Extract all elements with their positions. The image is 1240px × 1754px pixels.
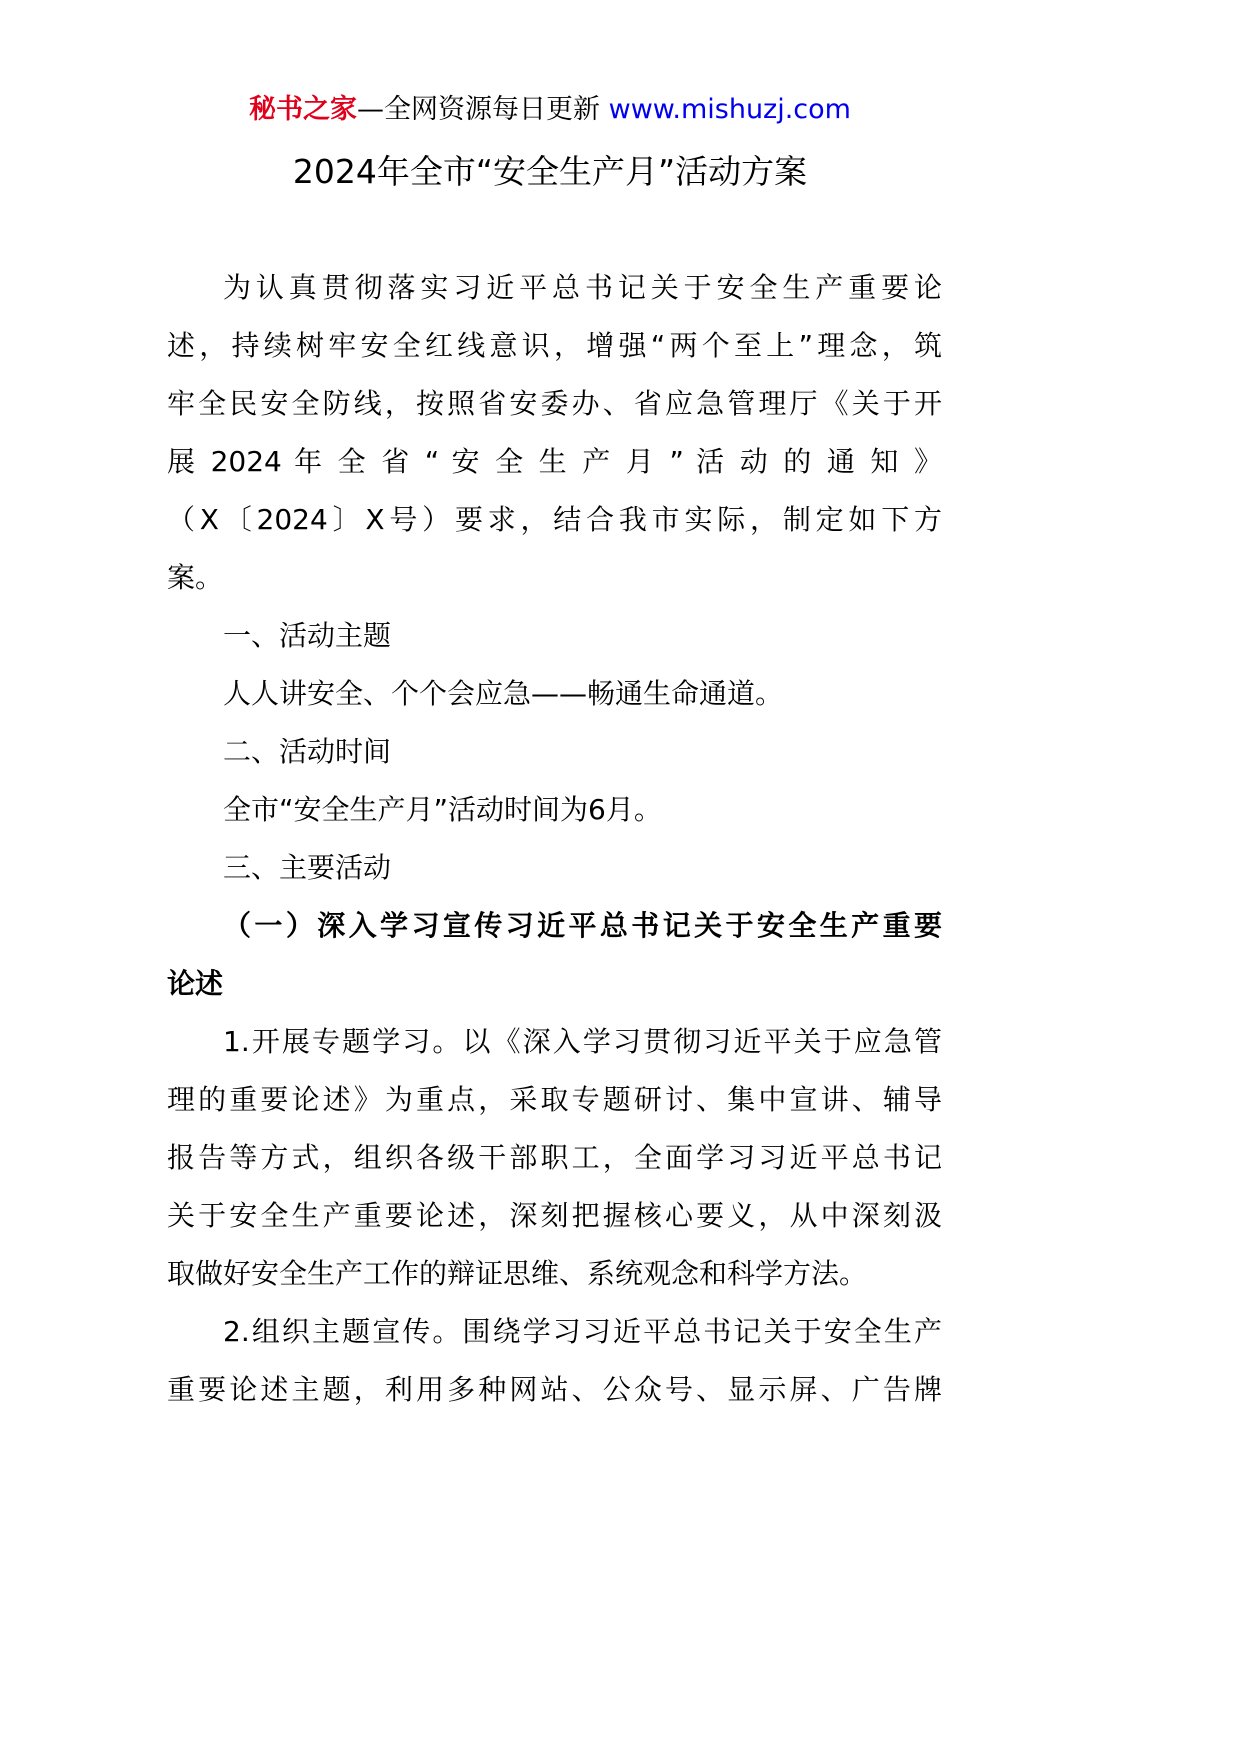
item-line: 1.开展专题学习。以《深入学习贯彻习近平关于应急管 [223,1025,942,1058]
section-heading: 一、活动主题 [223,619,392,652]
section-text: 人人讲安全、个个会应急——畅通生命通道。 [223,677,784,710]
site-header [0,90,1100,130]
item-line: 2.组织主题宣传。围绕学习习近平总书记关于安全生产 [223,1315,942,1348]
document-body [167,259,942,1419]
subsection-heading: 论述 [167,967,224,1000]
intro-line: 为认真贯彻落实习近平总书记关于安全生产重要论 [223,271,942,304]
item-line: 理的重要论述》为重点，采取专题研讨、集中宣讲、辅导 [167,1083,942,1116]
item-line: 关于安全生产重要论述，深刻把握核心要义，从中深刻汲 [167,1199,942,1232]
site-brand: 秘书之家 [249,94,358,125]
document-title: 2024年全市“安全生产月”活动方案 [292,152,808,191]
intro-line: 述，持续树牢安全红线意识，增强“两个至上”理念，筑 [167,329,942,362]
subsection-heading: （一）深入学习宣传习近平总书记关于安全生产重要 [223,909,942,942]
intro-line: 牢全民安全防线，按照省安委办、省应急管理厅《关于开 [167,387,942,420]
section-text: 全市“安全生产月”活动时间为6月。 [223,793,662,826]
item-line: 取做好安全生产工作的辩证思维、系统观念和科学方法。 [167,1257,868,1290]
item-line: 报告等方式，组织各级干部职工，全面学习习近平总书记 [167,1141,942,1174]
intro-line: （X〔2024〕X号）要求，结合我市实际，制定如下方 [167,503,942,536]
intro-line: 案。 [167,561,224,594]
section-heading: 三、主要活动 [223,851,392,884]
section-heading: 二、活动时间 [223,735,392,768]
intro-line: 展 2024 年 全 省 “ 安 全 生 产 月 ” 活 动 的 通 知 》 [167,445,942,478]
site-url-link[interactable]: www.mishuzj.com [608,94,851,125]
item-line: 重要论述主题，利用多种网站、公众号、显示屏、广告牌 [167,1373,942,1406]
site-tagline: —全网资源每日更新 [357,94,601,125]
